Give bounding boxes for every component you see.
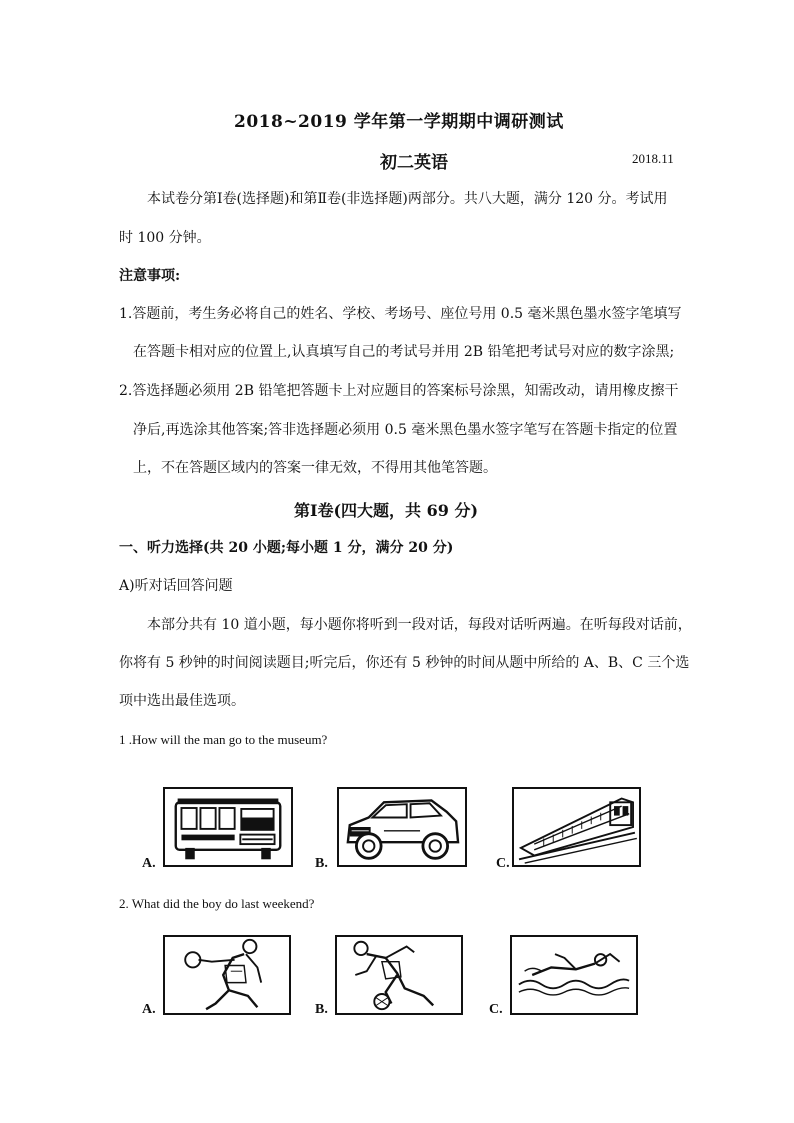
question-1-text: 1 .How will the man go to the museum? (119, 732, 328, 747)
exam-date: 2018.11 (632, 151, 674, 166)
intro-line-2: 时 100 分钟。 (119, 230, 211, 246)
basketball-player-drawing (165, 937, 289, 1013)
q2-option-c-label[interactable]: C. (489, 1002, 503, 1017)
note-1-line-1: 1.答题前，考生务必将自己的姓名、学校、考场号、座位号用 0.5 毫米黑色墨水签字笔填写 (119, 306, 682, 322)
sub-section-title: A)听对话回答问题 (119, 578, 233, 594)
football-player-icon[interactable] (335, 935, 463, 1015)
bus-icon[interactable] (163, 787, 293, 867)
train-icon[interactable] (512, 787, 641, 867)
note-2-line-2: 净后,再选涂其他答案;答非选择题必须用 0.5 毫米黑色墨水签字笔写在答题卡指定的位置 (133, 422, 678, 438)
part-heading: 第Ⅰ卷(四大题，共 69 分) (294, 501, 479, 520)
football-player-drawing (337, 937, 461, 1013)
car-drawing (339, 789, 465, 865)
note-2-line-1: 2.答选择题必须用 2B 铅笔把答题卡上对应题目的答案标号涂黑，知需改动，请用橡皮擦干 (119, 383, 679, 399)
note-1-line-2: 在答题卡相对应的位置上,认真填写自己的考试号并用 2B 铅笔把考试号对应的数字涂黑; (133, 344, 675, 360)
notes-heading: 注意事项: (119, 268, 181, 284)
train-drawing (514, 789, 639, 865)
note-2-line-3: 上，不在答题区域内的答案一律无效，不得用其他笔答题。 (133, 460, 497, 476)
subject-title: 初二英语 (380, 153, 448, 173)
q1-option-b-label[interactable]: B. (315, 856, 328, 871)
q1-option-a-label[interactable]: A. (142, 856, 156, 871)
intro-line-1: 本试卷分第Ⅰ卷(选择题)和第Ⅱ卷(非选择题)两部分。共八大题，满分 120 分。考试用 (147, 191, 668, 207)
question-2-text: 2. What did the boy do last weekend? (119, 896, 315, 911)
bus-drawing (165, 789, 291, 865)
car-icon[interactable] (337, 787, 467, 867)
q2-option-b-label[interactable]: B. (315, 1002, 328, 1017)
swimmer-icon[interactable] (510, 935, 638, 1015)
section-title: 一、听力选择(共 20 小题;每小题 1 分，满分 20 分) (119, 540, 454, 556)
instruction-line-1: 本部分共有 10 道小题，每小题你将听到一段对话，每段对话听两遍。在听每段对话前， (147, 617, 692, 633)
swimmer-drawing (512, 937, 636, 1013)
q2-option-a-label[interactable]: A. (142, 1002, 156, 1017)
q1-option-c-label[interactable]: C. (496, 856, 510, 871)
exam-title: 2018~2019 学年第一学期期中调研测试 (234, 112, 564, 132)
basketball-player-icon[interactable] (163, 935, 291, 1015)
instruction-line-3: 项中选出最佳选项。 (119, 693, 245, 709)
instruction-line-2: 你将有 5 秒钟的时间阅读题目;听完后，你还有 5 秒钟的时间从题中所给的 A、B、C 三个选 (119, 655, 690, 671)
